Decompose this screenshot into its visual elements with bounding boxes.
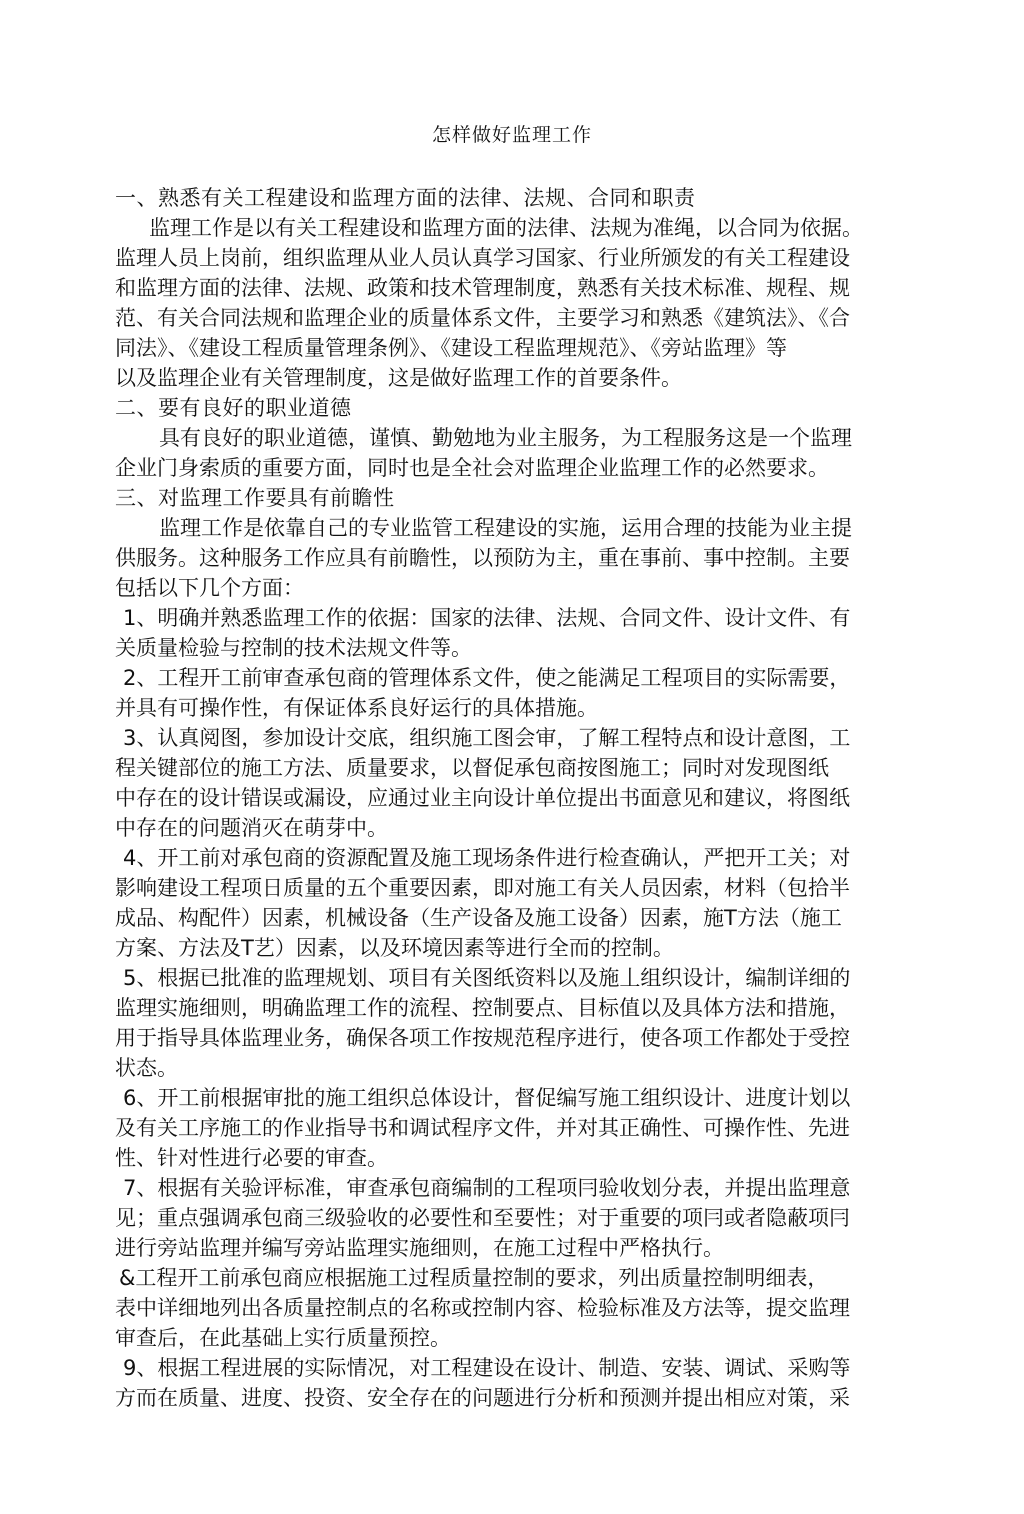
list-item-line: 状态。 xyxy=(115,1056,178,1080)
list-item-line: 7、根据有关验评标准，审查承包商编制的工程项冃验收划分表，并提出监理意 xyxy=(123,1176,851,1200)
document-body xyxy=(115,183,895,1413)
paragraph-line: 范、有关合同法规和监理企业的质量体系文件，主要学习和熟悉《建筑法》、《合 xyxy=(115,306,850,330)
list-item-line: 进行旁站监理并编写旁站监理实施细则，在施工过程中严格执行。 xyxy=(115,1236,724,1260)
paragraph-line: 企业门身索质的重要方面，同时也是全社会对监理企业监理工作的必然要求。 xyxy=(115,456,829,480)
list-item-line: 2、工程开工前审查承包商的管理体系文件，使之能满足工程项目的实际需要， xyxy=(123,666,851,690)
section-heading: 一、熟悉有关工程建设和监理方面的法律、法规、合同和职责 xyxy=(115,186,696,210)
list-item-line: 方案、方法及T艺）因素，以及环境因素等进行全而的控制。 xyxy=(115,936,674,960)
paragraph-line: 以及监理企业有关管理制度，这是做好监理工作的首要条件。 xyxy=(115,366,682,390)
list-item-line: 审查后，在此基础上实行质量预控。 xyxy=(115,1326,451,1350)
list-item-line: 并具有可操作性，有保证体系良好运行的具体措施。 xyxy=(115,696,598,720)
list-item-line: 4、开工前对承包商的资源配置及施工现场条件进行检查确认，严把开工关；对 xyxy=(123,846,851,870)
list-item-line: 监理实施细则，明确监理工作的流程、控制要点、目标值以及具体方法和措施， xyxy=(115,996,850,1020)
section-heading: 三、对监理工作要具有前瞻性 xyxy=(115,486,395,510)
paragraph-line: 监理人员上岗前，组织监理从业人员认真学习国家、行业所颁发的有关工程建设 xyxy=(115,246,850,270)
paragraph-line: 同法》、《建设工程质量管理条例》、《建设工程监理规范》、《旁站监理》等 xyxy=(115,336,787,360)
paragraph-line: 监理工作是依靠自己的专业监管工程建设的实施，运用合理的技能为业主提 xyxy=(159,516,852,540)
list-item-line: 3、认真阅图，参加设计交底，组织施工图会审，了解工程特点和设计意图，工 xyxy=(123,726,851,750)
list-item-line: 关质量检验与控制的技术法规文件等。 xyxy=(115,636,472,660)
paragraph-line: 供服务。这种服务工作应具有前瞻性，以预防为主，重在事前、事中控制。主要 xyxy=(115,546,850,570)
list-item-line: 中存在的问题消灭在萌芽中。 xyxy=(115,816,388,840)
list-item-line: 程关键部位的施工方法、质量要求，以督促承包商按图施工；同时对发现图纸 xyxy=(115,756,829,780)
list-item-line: 5、根据已批准的监理规划、项目有关图纸资料以及施丄组织设计，编制详细的 xyxy=(123,966,851,990)
list-item-line: 见；重点强调承包商三级验收的必要性和至要性；对于重要的项冃或者隐蔽项冃 xyxy=(115,1206,850,1230)
paragraph-line: 和监理方面的法律、法规、政策和技术管理制度，熟悉有关技术标准、规程、规 xyxy=(115,276,850,300)
paragraph-line: 包括以下几个方面： xyxy=(115,576,304,600)
list-item-line: 性、针对性进行必要的审查。 xyxy=(115,1146,388,1170)
document-title: 怎样做好监理工作 xyxy=(431,124,592,146)
list-item-line: 及有关工序施工的作业指导书和调试程序文件，并对其正确性、可操作性、先进 xyxy=(115,1116,850,1140)
paragraph-line: 监理工作是以有关工程建设和监理方面的法律、法规为准绳，以合同为依据。 xyxy=(149,216,863,240)
list-item-line: 方而在质量、进度、投资、安全存在的问题进行分析和预测并提出相应对策，采 xyxy=(115,1386,850,1410)
list-item-line: 9、根据工程进展的实际情况，对工程建设在设计、制造、安装、调试、采购等 xyxy=(123,1356,851,1380)
list-item-line: &工程开工前承包商应根据施工过程质量控制的要求，列出质量控制明细表， xyxy=(119,1266,829,1290)
list-item-line: 成品、构配件）因素，机械设备（生产设备及施工设备）因素，施T方法（施工 xyxy=(115,906,842,930)
list-item-line: 6、开工前根据审批的施工组织总体设计，督促编写施工组织设计、进度计划以 xyxy=(123,1086,851,1110)
section-heading: 二、要有良好的职业道德 xyxy=(115,396,352,420)
list-item-line: 中存在的设计错误或漏设，应通过业主向设计单位提出书面意见和建议，将图纸 xyxy=(115,786,850,810)
paragraph-line: 具有良好的职业道德，谨慎、勤勉地为业主服务，为工程服务这是一个监理 xyxy=(159,426,852,450)
list-item-line: 表中详细地列出各质量控制点的名称或控制内容、检验标准及方法等，提交监理 xyxy=(115,1296,850,1320)
list-item-line: 用于指导具体监理业务，确保各项工作按规范程序进行，使各项工作都处于受控 xyxy=(115,1026,850,1050)
list-item-line: 1、明确并熟悉监理工作的依据：国家的法律、法规、合同文件、设计文件、有 xyxy=(123,606,851,630)
list-item-line: 影响建设工程项日质量的五个重要因素，即对施工有关人员因索，材料（包拾半 xyxy=(115,876,850,900)
